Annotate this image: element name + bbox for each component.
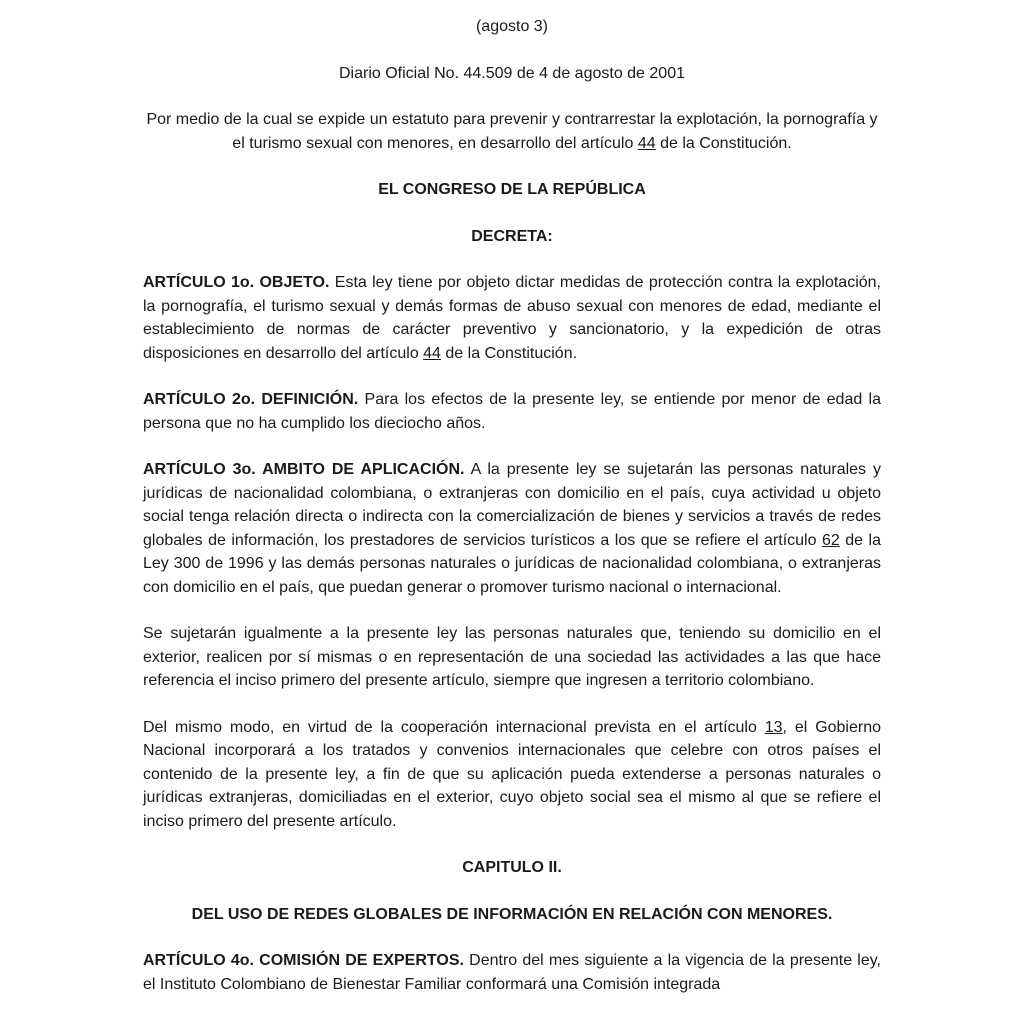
law-summary [143,108,881,155]
article-44-link[interactable]: 44 [637,134,656,152]
summary-text: Por medio de la cual se expide un estatuto para prevenir y contrarrestar la explotación, la pornografía y el turismo sexual con menores, en desarrollo del artículo [146,111,878,152]
chapter-title: DEL USO DE REDES GLOBALES DE INFORMACIÓN EN RELACIÓN CON MENORES. [191,905,833,923]
article-13-link[interactable]: 13 [764,718,783,736]
article-3-text: A la presente ley se sujetarán las personas naturales y jurídicas de nacionalidad colombiana, o extranjeras con domicilio en el país, cuya actividad u objeto social tenga relación directa o indirecta con la comercialización de bienes y servicios a través de redes globales de información, los prestadores de servicios turísticos a los que se refiere el artículo [143,461,882,549]
article-2 [143,388,881,435]
date-line: (agosto 3) [475,18,549,35]
article-3-paragraph-2: Se sujetarán igualmente a la presente ley las personas naturales que, teniendo su domicilio en el exterior, realicen por sí mismas o en representación de una sociedad las actividades a las que hace referencia el inciso primero del presente artículo, siempre que ingresen a territorio colombiano. [143,625,881,689]
summary-text-end: de la Constitución. [655,134,792,152]
article-3-paragraph-3 [143,716,881,834]
article-1-text: Esta ley tiene por objeto dictar medidas de protección contra la explotación, la pornografía, el turismo sexual y demás formas de abuso sexual con menores de edad, mediante el establecimiento de normas de carácter preventivo y sancionatorio, y la expedición de otras disposiciones en desarrollo del artículo [143,274,882,362]
article-1 [143,271,881,365]
article-4-text: Dentro del mes siguiente a la vigencia de la presente ley, el Instituto Colombiano de Bienestar Familiar conformará una Comisión integrada [143,952,881,993]
article-4 [143,949,881,996]
article-3-p3-text: Del mismo modo, en virtud de la cooperación internacional prevista en el artículo [143,718,765,736]
article-44-link-2[interactable]: 44 [423,344,441,362]
article-1-text-end: de la Constitución. [440,344,578,362]
congress-heading: EL CONGRESO DE LA REPÚBLICA [378,181,646,198]
decree-heading: DECRETA: [471,227,553,245]
article-3-heading: ARTÍCULO 3o. AMBITO DE APLICACIÓN. [143,461,465,478]
chapter-heading: CAPITULO II. [462,859,562,876]
article-4-heading: ARTÍCULO 4o. COMISIÓN DE EXPERTOS. [143,952,464,969]
article-1-heading: ARTÍCULO 1o. OBJETO. [143,274,330,291]
article-2-text: Para los efectos de la presente ley, se entiende por menor de edad la persona que no ha cumplido los dieciocho años. [143,391,881,432]
article-62-link[interactable]: 62 [822,531,840,549]
article-2-heading: ARTÍCULO 2o. DEFINICIÓN. [143,391,359,408]
document-page [143,15,881,996]
article-3 [143,458,881,599]
gazette-reference: Diario Oficial No. 44.509 de 4 de agosto de 2001 [338,64,685,82]
article-3-text-end: de la Ley 300 de 1996 y las demás personas naturales o jurídicas de nacionalidad colombiana, o extranjeras con domicilio en el país, que puedan generar o promover turismo nacional o internacional. [143,531,882,596]
article-3-p3-text-end: , el Gobierno Nacional incorporará a los tratados y convenios internacionales que celebre con otros países el contenido de la presente ley, a fin de que su aplicación pueda extenderse a personas naturales o jurídicas extranjeras, domiciliadas en el exterior, cuyo objeto social sea el mismo al que se refiere el inciso primero del presente artículo. [143,718,882,830]
